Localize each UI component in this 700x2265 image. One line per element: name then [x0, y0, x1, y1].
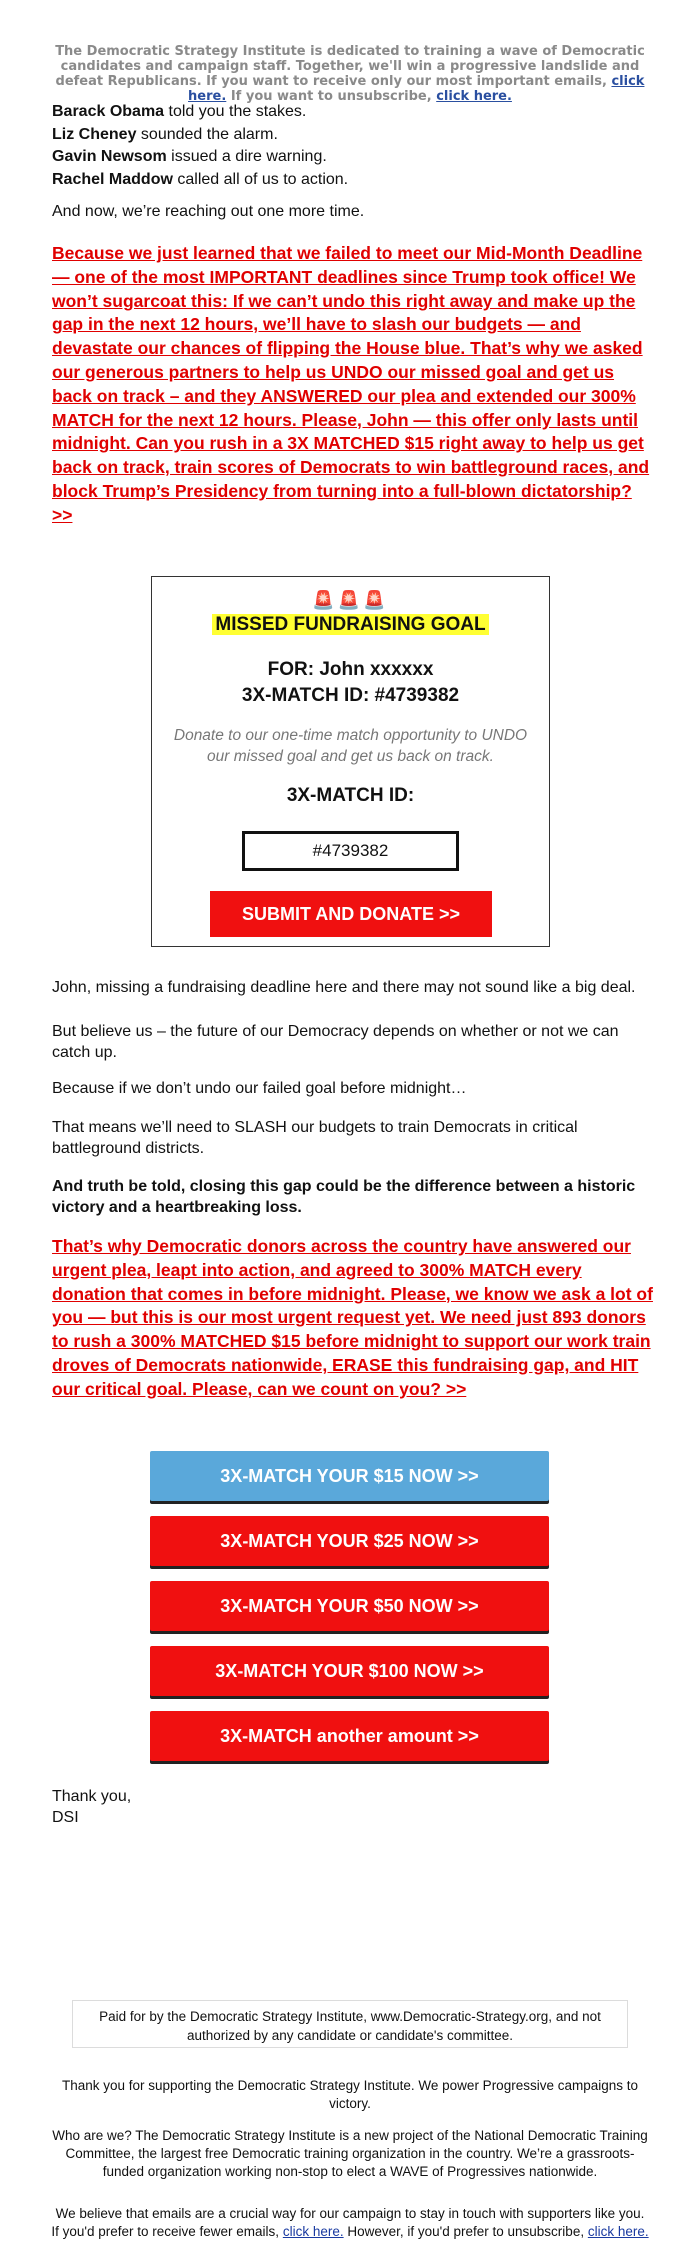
- fewer-emails-link[interactable]: click here.: [188, 74, 645, 104]
- signoff: [52, 1786, 131, 1828]
- missed-goal-title: [152, 614, 549, 636]
- lead-sentence: And now, we’re reaching out one more time.: [52, 203, 365, 220]
- footer-emails: [50, 2205, 650, 2241]
- match-id-input[interactable]: #4739382: [242, 831, 459, 871]
- footer-middle: However, if you'd prefer to unsubscribe,: [347, 2224, 585, 2239]
- preheader-text: The Democratic Strategy Institute is dedicated to training a wave of Democratic candidates and campaign staff. Together, we'll win a progressive landslide and defeat Republicans. If you want to receive only our most important emails,: [55, 44, 645, 89]
- match-id-label: 3X-MATCH ID:: [286, 785, 415, 806]
- red-appeal-link-2[interactable]: That’s why Democratic donors across the country have answered our urgent plea, leapt into action, and agreed to 300% MATCH every donation that comes in before midnight. Please, we know we ask a lot of you — but this is our most urgent request yet. We need just 893 donors to rush a 300% MATCHED $15 before midnight to support our work train droves of Democrats nationwide, ERASE this fundraising gap, and HIT our critical goal. Please, can we count on you? >>: [52, 1236, 653, 1399]
- intro-name: Barack Obama: [52, 103, 165, 120]
- intro-name: Rachel Maddow: [52, 170, 173, 188]
- recipient-block: [152, 657, 549, 709]
- body-paragraph: That means we’ll need to SLASH our budgets to train Democrats in critical battleground districts.: [52, 1119, 578, 1157]
- bold-paragraph: And truth be told, closing this gap could be the difference between a historic victory and a heartbreaking loss.: [52, 1178, 636, 1216]
- paid-for-disclaimer: Paid for by the Democratic Strategy Institute, www.Democratic-Strategy.org, and not authorized by any candidate or candidate's committee.: [72, 2000, 628, 2048]
- intro-line: [52, 101, 652, 124]
- intro-line: [52, 124, 652, 147]
- cta-50-button[interactable]: 3X-MATCH YOUR $50 NOW >>: [150, 1581, 549, 1631]
- intro-list: [52, 101, 652, 191]
- preheader-middle: If you want to unsubscribe,: [230, 89, 432, 104]
- siren-icon: 🚨🚨🚨: [312, 590, 389, 611]
- intro-rest: told you the stakes.: [168, 103, 307, 120]
- intro-rest: issued a dire warning.: [171, 148, 327, 165]
- preheader: [45, 44, 655, 104]
- body-paragraph: But believe us – the future of our Democracy depends on whether or not we can catch up.: [52, 1023, 619, 1061]
- footer-who: Who are we? The Democratic Strategy Institute is a new project of the National Democratic Training Committee, the largest free Democratic training organization in the country. We’re a grassroots-funded organization working non-stop to elect a WAVE of Progressives nationwide.: [52, 2128, 648, 2179]
- footer-emails-text: We believe that emails are a crucial way for our campaign to stay in touch with supporters like you. If you'd prefer to receive fewer emails,: [51, 2206, 645, 2239]
- red-appeal-link-1[interactable]: Because we just learned that we failed to meet our Mid-Month Deadline — one of the most IMPORTANT deadlines since Trump took office! We won’t sugarcoat this: If we can’t undo this right away and make up the gap in the next 12 hours, we’ll have to slash our budgets — and devastate our chances of flipping the House blue. That’s why we asked our generous partners to help us UNDO our missed goal and get us back on track – and they ANSWERED our plea and extended our 300% MATCH for the next 12 hours. Please, John — this offer only lasts until midnight. Can you rush in a 3X MATCHED $15 right away to help us get back on track, train scores of Democrats to win battleground races, and block Trump’s Presidency from turning into a full-blown dictatorship? >>: [52, 243, 650, 525]
- signoff-sender: DSI: [52, 1809, 79, 1826]
- match-id-line: 3X-MATCH ID: #4739382: [241, 685, 460, 706]
- missed-goal-title-text: MISSED FUNDRAISING GOAL: [212, 614, 488, 635]
- match-description: Donate to our one-time match opportunity to UNDO our missed goal and get us back on track.: [173, 727, 528, 765]
- footer-thanks: Thank you for supporting the Democratic Strategy Institute. We power Progressive campaigns to victory.: [61, 2078, 639, 2111]
- intro-name: Gavin Newsom: [52, 148, 167, 165]
- unsubscribe-link[interactable]: click here.: [436, 89, 512, 104]
- footer-unsubscribe-link[interactable]: click here.: [587, 2224, 649, 2239]
- for-line: FOR: John xxxxxx: [267, 659, 434, 680]
- match-box: [151, 576, 550, 947]
- footer-fewer-emails-link[interactable]: click here.: [282, 2224, 344, 2239]
- signoff-thanks: Thank you,: [52, 1788, 132, 1805]
- intro-rest: called all of us to action.: [177, 170, 349, 188]
- cta-100-button[interactable]: 3X-MATCH YOUR $100 NOW >>: [150, 1646, 549, 1696]
- intro-rest: sounded the alarm.: [140, 125, 278, 143]
- intro-line: [52, 146, 652, 169]
- intro-line: [52, 169, 652, 192]
- body-paragraph: John, missing a fundraising deadline here and there may not sound like a big deal.: [52, 979, 636, 996]
- body-paragraph: Because if we don’t undo our failed goal before midnight…: [52, 1080, 467, 1097]
- cta-15-button[interactable]: 3X-MATCH YOUR $15 NOW >>: [150, 1451, 549, 1501]
- intro-name: Liz Cheney: [52, 125, 137, 143]
- cta-other-button[interactable]: 3X-MATCH another amount >>: [150, 1711, 549, 1761]
- submit-donate-button[interactable]: SUBMIT AND DONATE >>: [210, 891, 492, 937]
- cta-25-button[interactable]: 3X-MATCH YOUR $25 NOW >>: [150, 1516, 549, 1566]
